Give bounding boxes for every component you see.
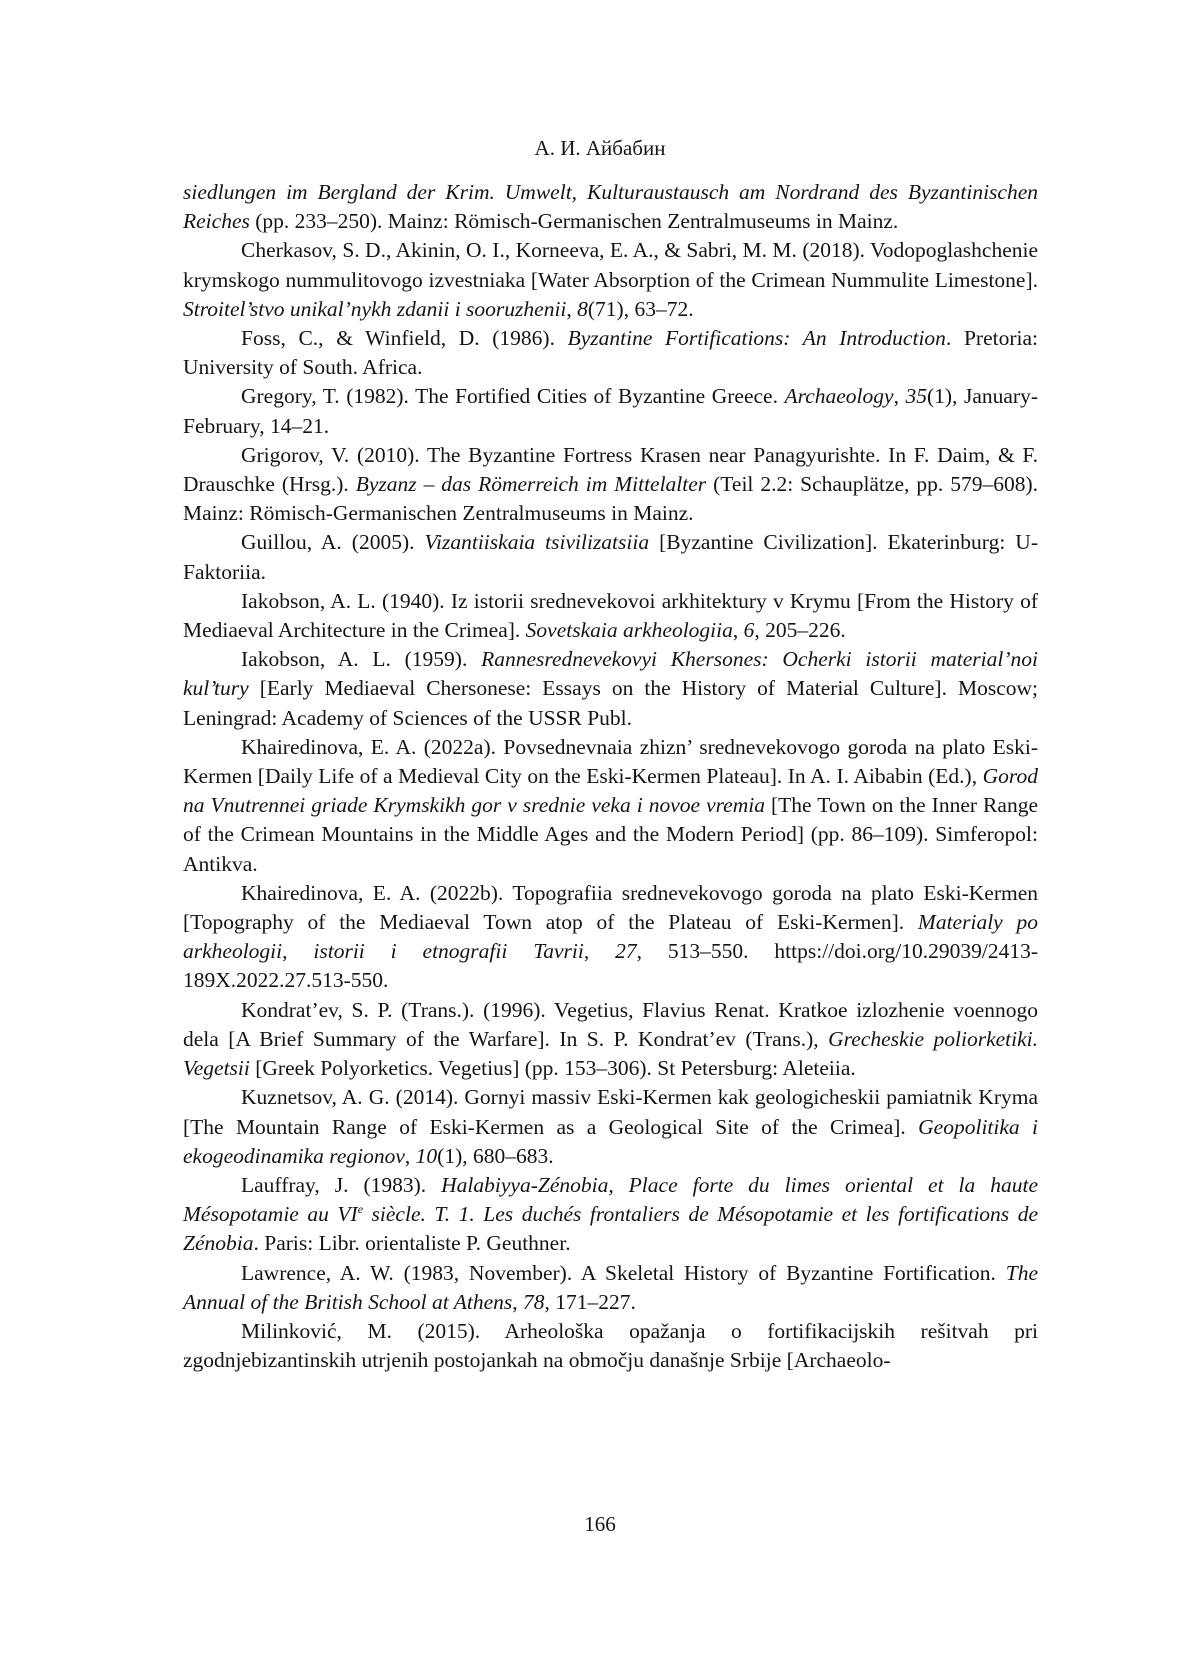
- text-run: . Paris: Libr. orientaliste P. Geuthner.: [253, 1231, 570, 1255]
- italic-text: Sovetskaia arkheologiia: [526, 618, 733, 642]
- text-run: (Teil 2.2: Schauplätze, pp. 579–608). Mainz: Römisch-Germanischen Zentralmuseums in Mainz.: [183, 472, 1038, 525]
- text-run: (pp. 233–250). Mainz: Römisch-Germanischen Zentralmuseums in Mainz.: [250, 209, 898, 233]
- italic-text: 6: [744, 618, 755, 642]
- reference-entry: [183, 236, 1038, 324]
- italic-text: The Annual of the British School at Athens: [183, 1261, 1038, 1314]
- text-run: Lawrence, A. W. (1983, November). A Skeletal History of Byzantine Fortification.: [241, 1261, 1006, 1285]
- text-run: (1), 680–683.: [437, 1144, 553, 1168]
- reference-entry: [183, 528, 1038, 586]
- text-run: ,: [584, 939, 615, 963]
- text-run: ,: [733, 618, 744, 642]
- text-run: Milinković, M. (2015). Arheološka opažanja o fortifikacijskih rešitvah pri zgodnjebizantinskih utrjenih postojankah na območju današnje Srbije [Archaeolo-: [183, 1319, 1038, 1372]
- text-run: [Greek Polyorketics. Vegetius] (pp. 153–306). St Petersburg: Aleteiia.: [250, 1056, 856, 1080]
- text-run: [Byzantine Civilization]. Ekaterinburg: U-Faktoriia.: [183, 530, 1038, 583]
- reference-entry: [183, 1259, 1038, 1317]
- reference-entry: [183, 733, 1038, 879]
- italic-text: Geopolitika i ekogeodinamika regionov: [183, 1115, 1038, 1168]
- italic-text: siedlungen im Bergland der Krim. Umwelt, Kulturaustausch am Nordrand des Byzantinischen Reiches: [183, 180, 1038, 233]
- reference-entry: [183, 1083, 1038, 1171]
- text-run: ,: [405, 1144, 416, 1168]
- text-run: Iakobson, A. L. (1940). Iz istorii srednevekovoi arkhitektury v Krymu [From the History of Mediaeval Architecture in the Crimea].: [183, 589, 1038, 642]
- text-run: Khairedinova, E. A. (2022a). Povsednevnaia zhizn’ srednevekovogo goroda na plato Eski-Kermen [Daily Life of a Medieval City on the Eski-Kermen Plateau]. In A. I. Aibabin (Ed.),: [183, 735, 1038, 788]
- italic-text: 78: [523, 1290, 545, 1314]
- italic-text: 10: [416, 1144, 438, 1168]
- italic-text: Materialy po arkheologii, istorii i etnografii Tavrii: [183, 910, 1038, 963]
- italic-text: Grecheskie poliorketiki. Vegetsii: [183, 1027, 1038, 1080]
- text-run: Lauffray, J. (1983).: [241, 1173, 441, 1197]
- reference-entry: [183, 324, 1038, 382]
- superscript: e: [358, 1202, 363, 1216]
- text-run: Grigorov, V. (2010). The Byzantine Fortress Krasen near Panagyurishte. In F. Daim, & F. Drauschke (Hrsg.).: [183, 443, 1038, 496]
- text-run: Foss, C., & Winfield, D. (1986).: [241, 326, 568, 350]
- text-run: Gregory, T. (1982). The Fortified Cities of Byzantine Greece.: [241, 384, 785, 408]
- reference-entry-continued: [183, 178, 1038, 236]
- italic-text: Stroitel’stvo unikal’nykh zdanii i sooruzhenii: [183, 297, 566, 321]
- italic-text: Rannesrednevekovyi Khersones: Ocherki istorii material’noi kul’tury: [183, 647, 1038, 700]
- italic-text: Halabiyya-Zénobia, Place forte du limes oriental et la haute Mésopotamie au VI: [183, 1173, 1038, 1226]
- text-run: . Pretoria: University of South. Africa.: [183, 326, 1038, 379]
- text-run: Khairedinova, E. A. (2022b). Topografiia srednevekovogo goroda na plato Eski-Kermen [Topography of the Mediaeval Town atop of the Plateau of Eski-Kermen].: [183, 881, 1038, 934]
- italic-text: Byzanz – das Römerreich im Mittelalter: [356, 472, 706, 496]
- page-number: 166: [0, 1510, 1200, 1538]
- text-run: Kondrat’ev, S. P. (Trans.). (1996). Vegetius, Flavius Renat. Kratkoe izlozhenie voennogo dela [A Brief Summary of the Warfare]. In S. P. Kondrat’ev (Trans.),: [183, 998, 1038, 1051]
- reference-entry: [183, 996, 1038, 1084]
- reference-list: [183, 178, 1038, 1375]
- italic-text: siècle. T. 1. Les duchés frontaliers de Mésopotamie et les fortifications de Zénobia: [183, 1202, 1038, 1255]
- italic-text: Vizantiiskaia tsivilizatsiia: [424, 530, 649, 554]
- italic-text: 35: [905, 384, 927, 408]
- text-run: (71), 63–72.: [588, 297, 694, 321]
- text-run: ,: [512, 1290, 523, 1314]
- text-run: , 513–550. https://doi.org/10.29039/2413-189X.2022.27.513-550.: [183, 939, 1038, 992]
- reference-entry: [183, 879, 1038, 996]
- running-head: А. И. Айбабин: [0, 134, 1200, 162]
- reference-entry: [183, 441, 1038, 529]
- text-run: Guillou, A. (2005).: [241, 530, 424, 554]
- text-run: , 205–226.: [754, 618, 845, 642]
- text-run: Iakobson, A. L. (1959).: [241, 647, 481, 671]
- text-run: Cherkasov, S. D., Akinin, O. I., Korneeva, E. A., & Sabri, M. M. (2018). Vodopoglashchenie krymskogo nummulitovogo izvestniaka [Water Absorption of the Crimean Nummulite Limestone].: [183, 238, 1038, 291]
- text-run: [The Town on the Inner Range of the Crimean Mountains in the Middle Ages and the Modern Period] (pp. 86–109). Simferopol: Antikva.: [183, 793, 1038, 875]
- italic-text: Archaeology: [785, 384, 894, 408]
- italic-text: Gorod na Vnutrennei griade Krymskikh gor v srednie veka i novoe vremia: [183, 764, 1038, 817]
- text-run: Kuznetsov, A. G. (2014). Gornyi massiv Eski-Kermen kak geologicheskii pamiatnik Kryma [The Mountain Range of Eski-Kermen as a Geological Site of the Crimea].: [183, 1085, 1038, 1138]
- reference-entry: [183, 645, 1038, 733]
- reference-entry: [183, 587, 1038, 645]
- text-run: [Early Mediaeval Chersonese: Essays on the History of Material Culture]. Moscow; Leningrad: Academy of Sciences of the USSR Publ.: [183, 676, 1038, 729]
- text-run: ,: [894, 384, 906, 408]
- text-run: (1), January-February, 14–21.: [183, 384, 1038, 437]
- italic-text: Byzantine Fortifications: An Introduction: [568, 326, 946, 350]
- italic-text: 27: [615, 939, 637, 963]
- text-run: , 171–227.: [545, 1290, 636, 1314]
- italic-text: 8: [577, 297, 588, 321]
- reference-entry: [183, 1171, 1038, 1259]
- reference-entry: [183, 1317, 1038, 1375]
- text-run: ,: [566, 297, 577, 321]
- reference-entry: [183, 382, 1038, 440]
